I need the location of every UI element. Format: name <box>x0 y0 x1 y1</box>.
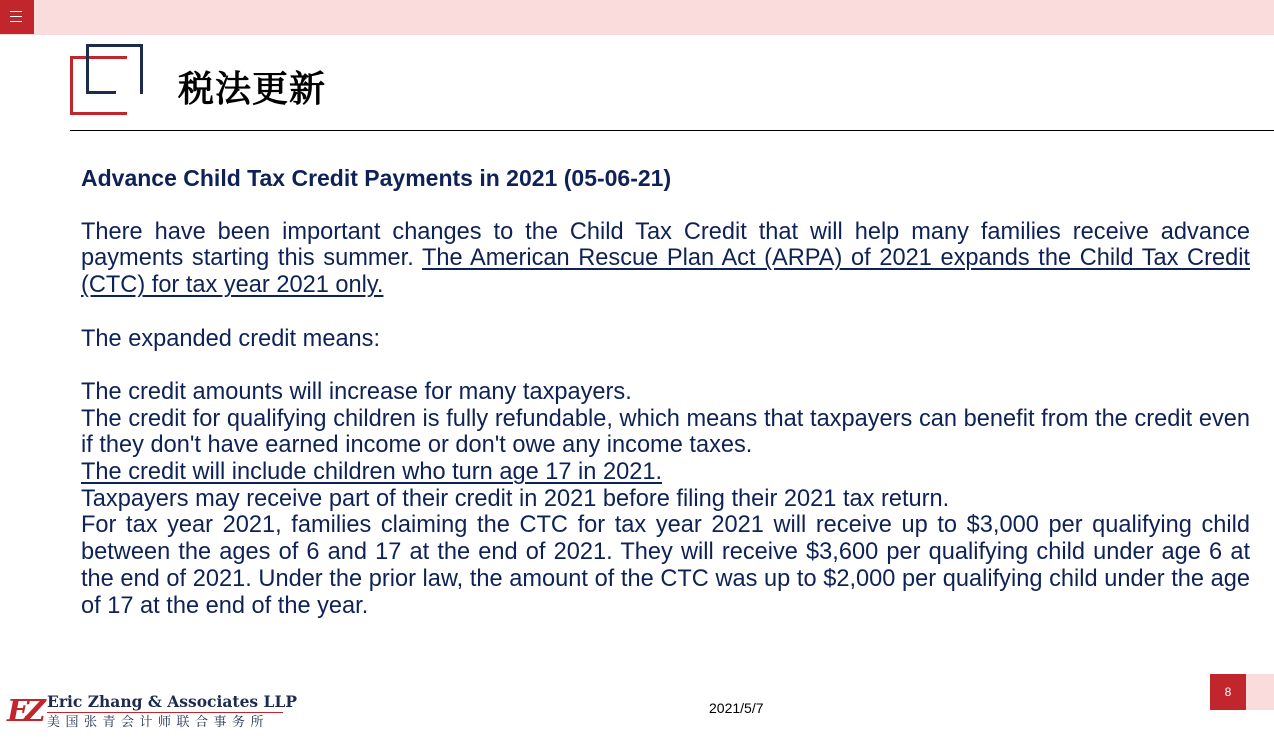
footer-date: 2021/5/7 <box>709 700 764 716</box>
point-item: The credit amounts will increase for many taxpayers. <box>81 378 632 405</box>
article-headline: Advance Child Tax Credit Payments in 2021 (05-06-21) <box>81 165 672 191</box>
point-item: The credit for qualifying children is fully refundable, which means that taxpayers can benefit from the credit even if they don't have earned income or don't owe any income taxes. <box>81 405 1250 459</box>
menu-button[interactable] <box>0 0 34 34</box>
point-item: Taxpayers may receive part of their credit in 2021 before filing their 2021 tax return. <box>81 485 950 512</box>
page-badge-tail <box>1246 674 1274 710</box>
hamburger-menu-icon <box>10 11 22 12</box>
bracket-logo-icon <box>70 44 145 122</box>
page-title: 税法更新 <box>178 69 327 110</box>
intro-text: There have been important changes to the Child Tax Credit that will help many families receive advance payments starting this summer. <box>81 218 1250 272</box>
firm-name-chinese: 美国张青会计师联合事务所 <box>47 715 270 730</box>
page-number-badge: 8 <box>1210 674 1246 710</box>
article-body <box>81 165 1250 619</box>
intro-underlined-text: The American Rescue Plan Act (ARPA) of 2021 expands the Child Tax Credit (CTC) for tax year 2021 only. <box>81 245 1250 299</box>
point-item <box>81 459 1250 486</box>
hamburger-menu-icon-line <box>10 21 22 22</box>
title-divider <box>70 130 1274 131</box>
firm-name: Eric Zhang & Associates LLP <box>47 692 298 711</box>
firm-divider <box>47 712 283 713</box>
hamburger-menu-icon-line <box>10 16 22 17</box>
top-bar <box>0 0 1274 35</box>
firm-logo <box>7 692 298 733</box>
ez-logo-icon: EZ <box>7 694 40 729</box>
point-item: For tax year 2021, families claiming the CTC for tax year 2021 will receive up to $3,000 per qualifying child between the ages of 6 and 17 at the end of 2021. They will receive $3,600 per qualifying child under age 6 at the end of 2021. Under the prior law, the amount of the CTC was up to $2,000 per qualifying child under the age of 17 at the end of the year. <box>81 512 1250 619</box>
lead-in-text: The expanded credit means: <box>81 325 381 352</box>
point-underlined-text: The credit will include children who turn age 17 in 2021. <box>81 459 663 485</box>
intro-paragraph <box>81 219 1250 299</box>
